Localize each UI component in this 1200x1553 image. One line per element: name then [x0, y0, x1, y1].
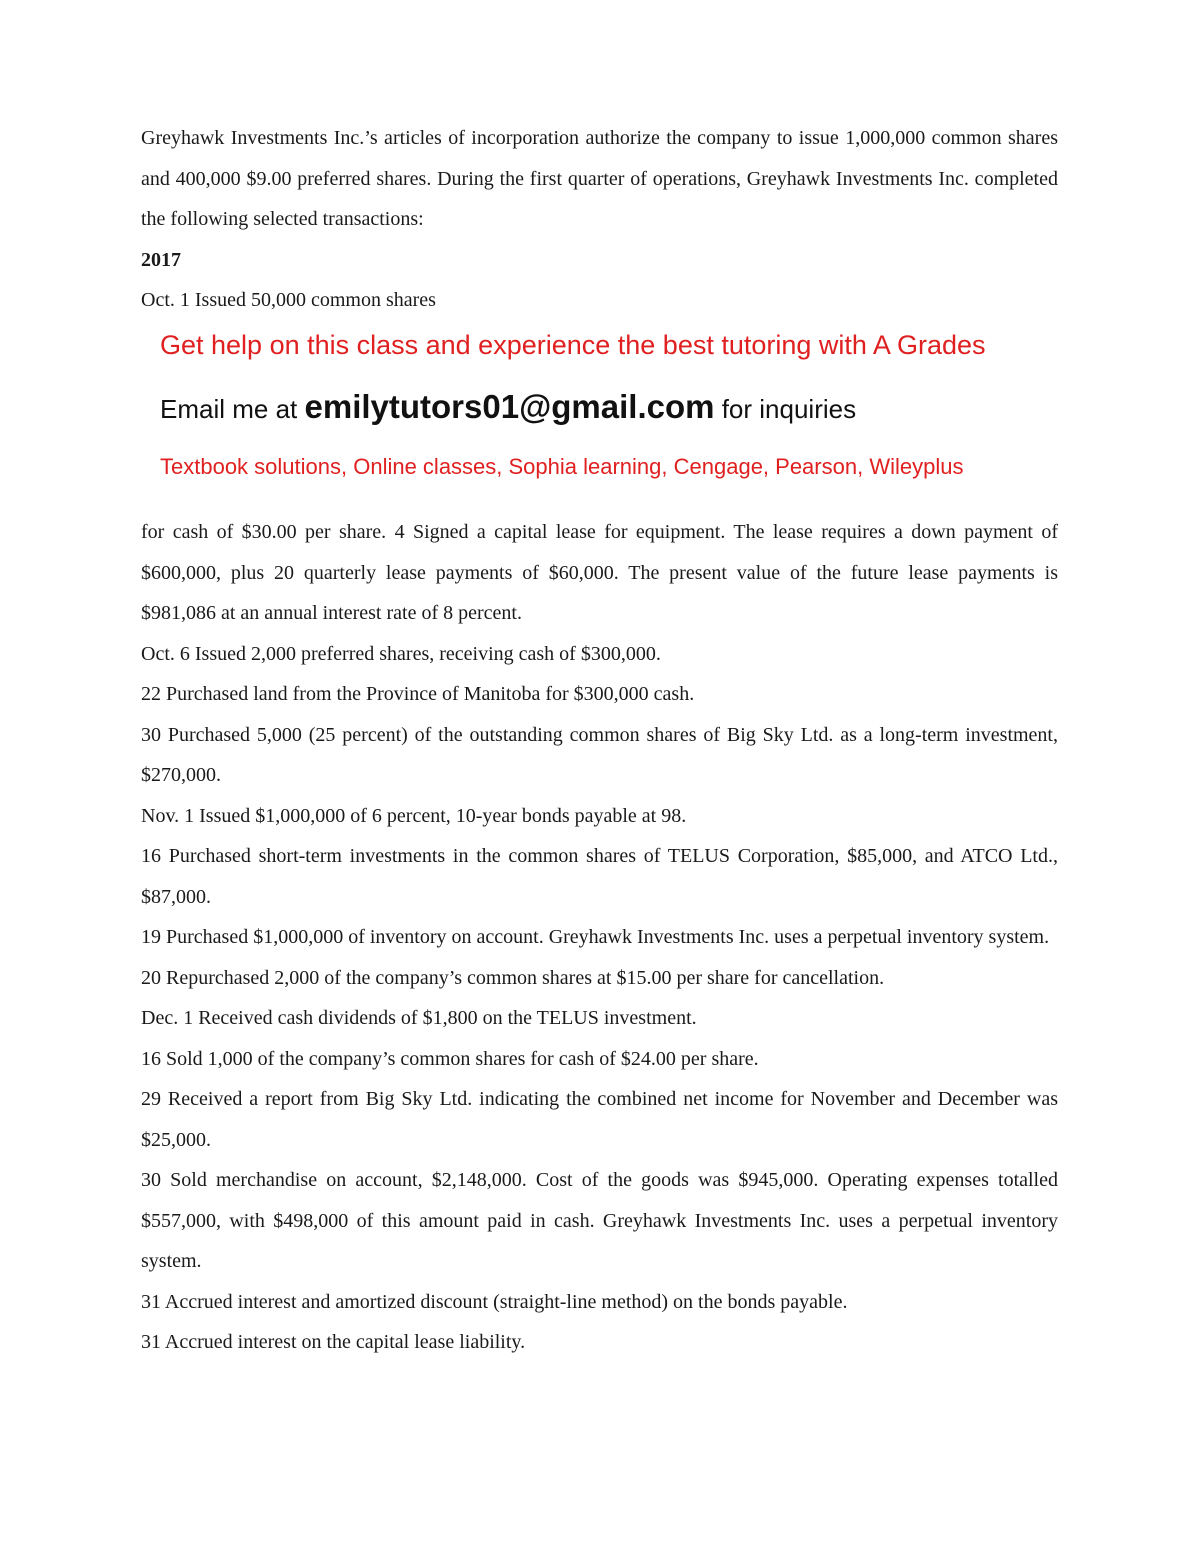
transaction-item: 30 Purchased 5,000 (25 percent) of the outstanding common shares of Big Sky Ltd. as a long-term investment, $270,000.: [141, 723, 1058, 786]
transaction-item: Nov. 1 Issued $1,000,000 of 6 percent, 10-year bonds payable at 98.: [141, 804, 687, 827]
promo-email-suffix: for inquiries: [714, 394, 857, 424]
transaction-item: 22 Purchased land from the Province of Manitoba for $300,000 cash.: [141, 683, 695, 705]
transaction-oct-1: Oct. 1 Issued 50,000 common shares: [141, 289, 436, 311]
transaction-item: Oct. 6 Issued 2,000 preferred shares, receiving cash of $300,000.: [141, 642, 661, 665]
year-heading: 2017: [141, 248, 181, 271]
transaction-item: 20 Repurchased 2,000 of the company’s common shares at $15.00 per share for cancellation.: [141, 966, 885, 989]
transaction-item: Dec. 1 Received cash dividends of $1,800 on the TELUS investment.: [141, 1007, 697, 1029]
document-bottom-section: [141, 512, 1058, 1363]
transaction-item: 30 Sold merchandise on account, $2,148,000. Cost of the goods was $945,000. Operating expenses totalled $557,000, with $498,000 of this amount paid in cash. Greyhawk Investments Inc. uses a perpetual inventory system.: [141, 1169, 1058, 1272]
intro-paragraph: Greyhawk Investments Inc.’s articles of incorporation authorize the company to issue 1,000,000 common shares and 400,000 $9.00 preferred shares. During the first quarter of operations, Greyhawk Investments Inc. completed the following selected transactions:: [141, 127, 1058, 230]
transaction-continuation: for cash of $30.00 per share. 4 Signed a capital lease for equipment. The lease requires a down payment of $600,000, plus 20 quarterly lease payments of $60,000. The present value of the future lease payments is $981,086 at an annual interest rate of 8 percent.: [141, 521, 1058, 624]
promo-email-address: emilytutors01@gmail.com: [304, 388, 715, 425]
document-top-section: [141, 118, 1058, 321]
transaction-item: 16 Purchased short-term investments in the common shares of TELUS Corporation, $85,000, and ATCO Ltd., $87,000.: [141, 845, 1058, 908]
promo-email-prefix: Email me at: [160, 394, 305, 424]
transaction-item: 29 Received a report from Big Sky Ltd. indicating the combined net income for November and December was $25,000.: [141, 1088, 1058, 1151]
transaction-item: 16 Sold 1,000 of the company’s common shares for cash of $24.00 per share.: [141, 1047, 759, 1070]
transaction-item: 31 Accrued interest on the capital lease liability.: [141, 1331, 526, 1353]
transaction-item: 19 Purchased $1,000,000 of inventory on account. Greyhawk Investments Inc. uses a perpetual inventory system.: [141, 926, 1050, 948]
promo-headline: Get help on this class and experience the best tutoring with A Grades: [160, 330, 986, 360]
transaction-item: 31 Accrued interest and amortized discount (straight-line method) on the bonds payable.: [141, 1290, 848, 1313]
promo-services: Textbook solutions, Online classes, Sophia learning, Cengage, Pearson, Wileyplus: [160, 454, 964, 479]
promo-email-line: [160, 388, 1080, 426]
